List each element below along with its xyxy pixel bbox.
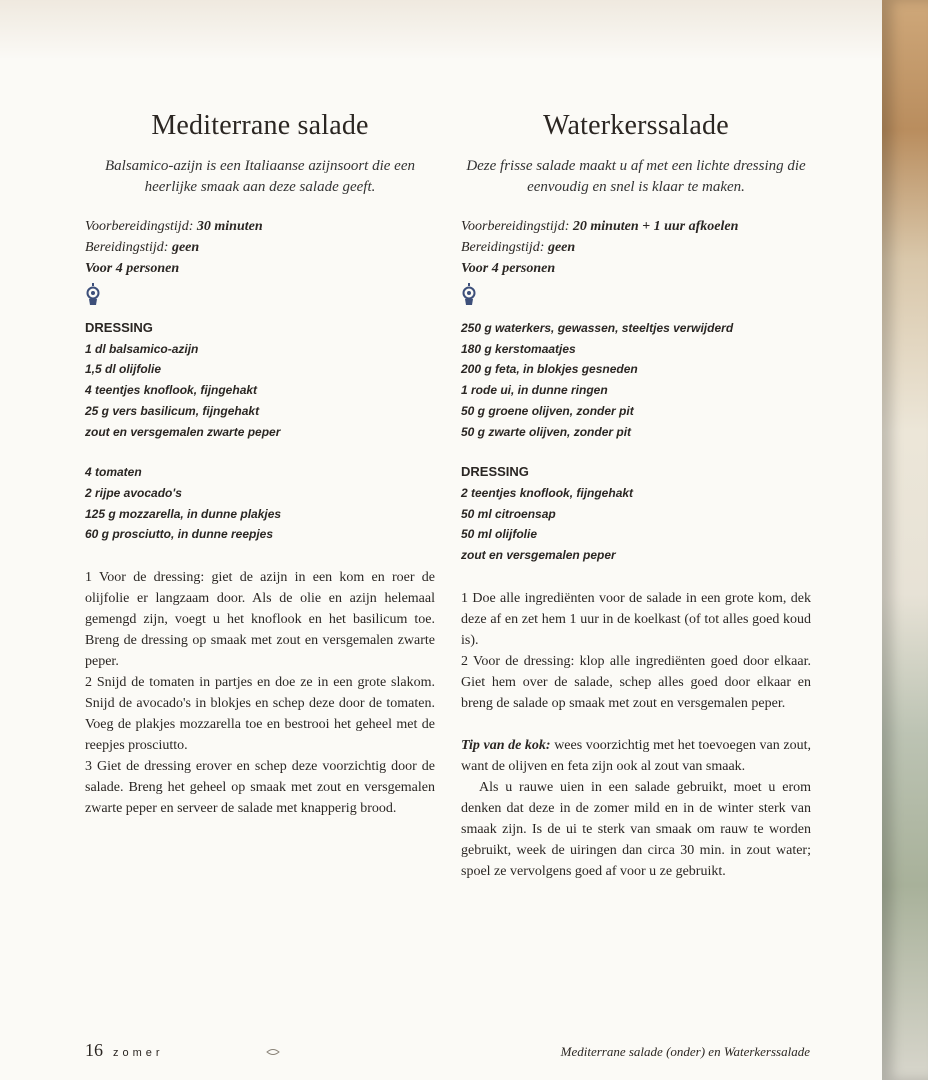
tip-extra: Als u rauwe uien in een salade gebruikt, moet u erom denken dat deze in de zomer mild en in de winter sterk van smaak zijn. Is de ui te sterk van smaak om rauw te worden gebruikt, week de uiringen dan circa 30 min. in zout water; spoel ze vervolgens goed af voor u ze gebruikt.: [461, 779, 811, 879]
recipe-intro: Balsamico-azijn is een Italiaanse azijnsoort die een heerlijke smaak aan deze salade geeft.: [105, 158, 415, 195]
ingredient: 4 teentjes knoflook, fijngehakt: [85, 383, 258, 398]
page-number: 16: [85, 1040, 103, 1060]
dressing-heading: DRESSING: [461, 464, 529, 480]
ingredient: 25 g vers basilicum, fijngehakt: [85, 403, 260, 418]
ingredient: 2 teentjes knoflook, fijngehakt: [461, 485, 634, 500]
method-step: 2 Voor de dressing: klop alle ingrediënten goed door elkaar. Giet hem over de salade, schep alles goed door elkaar en breng de salade op smaak met zout en versgemalen peper.: [461, 653, 811, 711]
method-text: [461, 588, 811, 882]
ingredient: 250 g waterkers, gewassen, steeltjes verwijderd: [461, 321, 734, 335]
cook-time: Bereidingstijd: geen: [461, 240, 576, 255]
page-top-shadow: [0, 0, 928, 60]
recipe-column-right: [461, 110, 811, 882]
page-footer-left: [85, 1040, 164, 1061]
ingredient: 1 dl balsamico-azijn: [85, 341, 199, 356]
tip-text: wees voorzichtig met het toevoegen van zout, want de olijven en feta zijn ook al zout van smaak.: [461, 737, 811, 774]
ingredient: 2 rijpe avocado's: [85, 485, 182, 500]
prep-time: Voorbereidingstijd: 20 minuten + 1 uur afkoelen: [461, 219, 739, 234]
servings: Voor 4 personen: [461, 261, 556, 276]
ingredient: zout en versgemalen zwarte peper: [85, 424, 281, 439]
chef-tip: [461, 735, 811, 777]
recipe-column-left: [85, 110, 435, 819]
dressing-heading: DRESSING: [85, 320, 153, 335]
ingredient: 1 rode ui, in dunne ringen: [461, 383, 608, 398]
ingredient: 1,5 dl olijfolie: [85, 362, 162, 377]
ingredient: 200 g feta, in blokjes gesneden: [461, 362, 638, 377]
method-step: 2 Snijd de tomaten in partjes en doe ze in een grote slakom. Snijd de avocado's in blokjes en schep deze door de tomaten. Voeg de plakjes mozzarella toe en bestrooi het geheel met de reepjes prosciutto.: [85, 675, 435, 754]
method-text: [85, 567, 435, 819]
recipe-meta: [85, 216, 435, 279]
cook-time: Bereidingstijd: geen: [85, 240, 200, 255]
recipe-title: Mediterrane salade: [151, 110, 369, 141]
servings: Voor 4 personen: [85, 261, 180, 276]
recipe-title: Waterkerssalade: [543, 110, 729, 141]
section-name: zomer: [113, 1047, 164, 1059]
ingredient: 180 g kerstomaatjes: [461, 341, 576, 356]
method-step: 3 Giet de dressing erover en schep deze voorzichtig door de salade. Breng het geheel op smaak met zout en versgemalen zwarte peper en serveer de salade met knapperig brood.: [85, 759, 435, 817]
photo-caption: Mediterrane salade (onder) en Waterkerssalade: [560, 1044, 810, 1059]
prep-time: Voorbereidingstijd: 30 minuten: [85, 219, 263, 234]
ingredient: 4 tomaten: [85, 465, 142, 480]
ingredient-list: [85, 318, 435, 545]
ingredient-list: [461, 318, 811, 566]
recipe-meta: [461, 216, 811, 279]
recipe-intro: Deze frisse salade maakt u af met een lichte dressing die eenvoudig en snel is klaar te maken.: [466, 158, 806, 195]
ingredient: 50 ml olijfolie: [461, 527, 538, 542]
ingredient: 50 g groene olijven, zonder pit: [461, 403, 634, 418]
ingredient: 50 ml citroensap: [461, 506, 556, 521]
tip-label: Tip van de kok:: [461, 737, 551, 753]
ingredient: 125 g mozzarella, in dunne plakjes: [85, 506, 282, 521]
method-step: 1 Voor de dressing: giet de azijn in een kom en roer de olijfolie er langzaam door. Als de olie en azijn helemaal gemengd zijn, voegt u het knoflook en het basilicum toe. Breng de dressing op smaak met zout en versgemalen zwarte peper.: [85, 570, 435, 670]
chef-hat-icon: [85, 282, 101, 306]
ingredient: 50 g zwarte olijven, zonder pit: [461, 424, 632, 439]
method-step: 1 Doe alle ingrediënten voor de salade in een grote kom, dek deze af en zet hem 1 uur in de koelkast (of tot alles goed koud is).: [461, 590, 811, 648]
photo-edge: [882, 0, 928, 1080]
ingredient: zout en versgemalen peper: [461, 548, 616, 563]
chef-hat-icon: [461, 282, 477, 306]
leaf-icon: [266, 1048, 280, 1056]
ingredient: 60 g prosciutto, in dunne reepjes: [85, 527, 274, 542]
